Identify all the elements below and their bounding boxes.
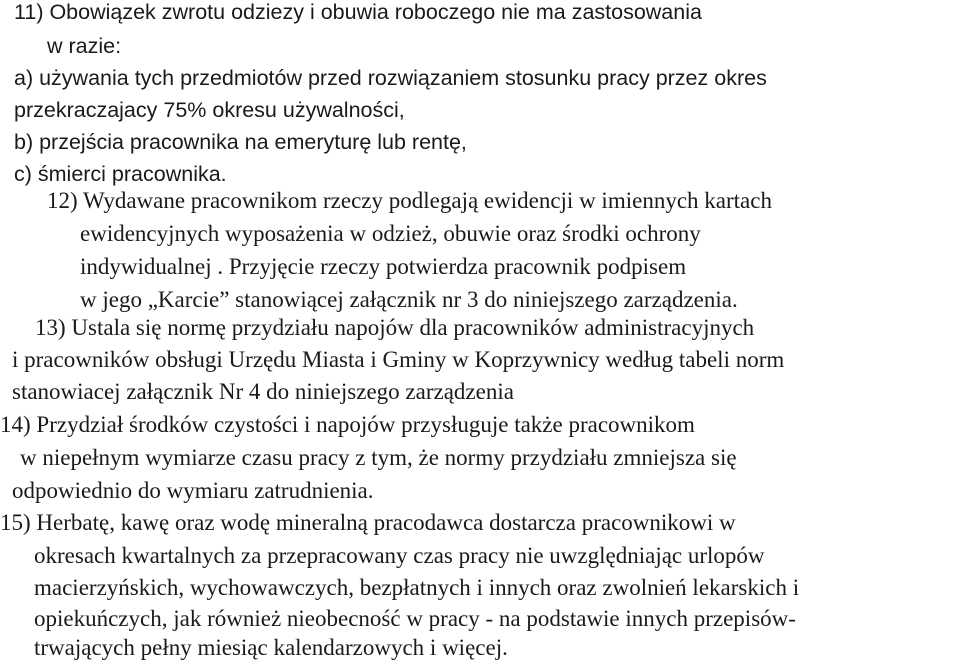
line-05: b) przejścia pracownika na emeryturę lub rentę, [14,130,467,154]
line-20: opiekuńczych, jak również nieobecność w pracy - na podstawie innych przepisów- [34,606,796,631]
line-14: 14) Przydział środków czystości i napojów przysługuje także pracownikom [0,412,695,437]
line-06: c) śmierci pracownika. [14,162,227,186]
line-17: 15) Herbatę, kawę oraz wodę mineralną pracodawca dostarcza pracownikowi w [0,510,736,535]
line-04: przekraczajacy 75% okresu używalności, [14,98,405,122]
line-02: w razie: [47,34,122,58]
line-16: odpowiednio do wymiaru zatrudnienia. [12,478,374,503]
line-10: w jego „Karcie” stanowiącej załącznik nr 3 do niniejszego zarządzenia. [80,287,738,312]
line-09: indywidualnej . Przyjęcie rzeczy potwierdza pracownik podpisem [80,254,687,279]
line-07: 12) Wydawane pracownikom rzeczy podlegają ewidencji w imiennych kartach [47,188,772,213]
line-15: w niepełnym wymiarze czasu pracy z tym, że normy przydziału zmniejsza się [20,445,737,470]
line-03: a) używania tych przedmiotów przed rozwiązaniem stosunku pracy przez okres [14,66,767,90]
line-01: 11) Obowiązek zwrotu odziezy i obuwia roboczego nie ma zastosowania [14,0,702,24]
line-11: 13) Ustala się normę przydziału napojów dla pracowników administracyjnych [35,315,755,340]
line-21: trwających pełny miesiąc kalendarzowych i więcej. [34,635,508,660]
line-08: ewidencyjnych wyposażenia w odzież, obuwie oraz środki ochrony [80,221,701,246]
line-12: i pracowników obsługi Urzędu Miasta i Gminy w Koprzywnicy według tabeli norm [12,347,785,372]
line-13: stanowiacej załącznik Nr 4 do niniejszego zarządzenia [12,379,514,404]
line-18: okresach kwartalnych za przepracowany czas pracy nie uwzględniając urlopów [34,543,765,568]
line-19: macierzyńskich, wychowawczych, bezpłatnych i innych oraz zwolnień lekarskich i [34,575,800,600]
